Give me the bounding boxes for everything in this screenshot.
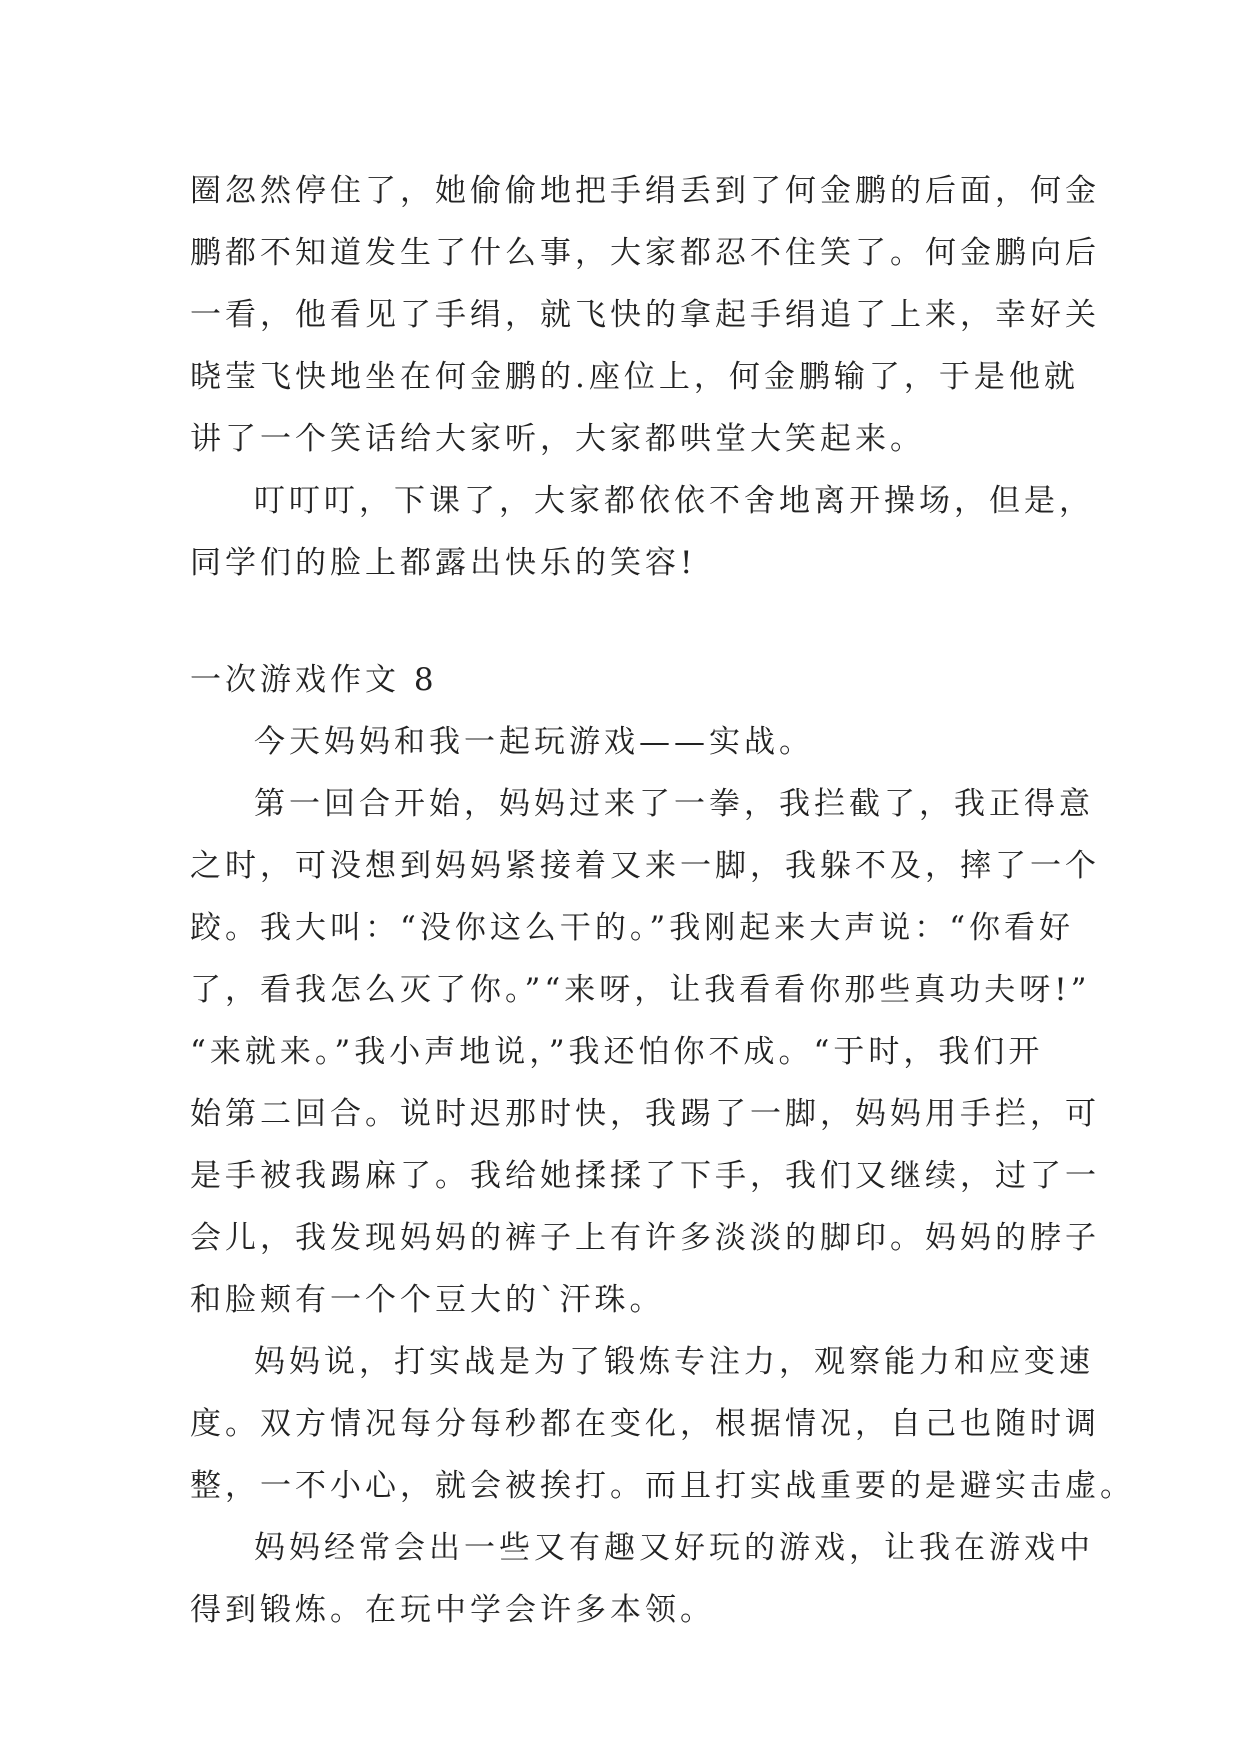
text-line: 整，一不小心，就会被挨打。而且打实战重要的是避实击虚。: [190, 1468, 1135, 1504]
paragraph-class-ends: [190, 470, 1094, 594]
text-line: 之时，可没想到妈妈紧接着又来一脚，我躲不及，摔了一个: [190, 848, 1100, 884]
text-line: 同学们的脸上都露出快乐的笑容!: [190, 545, 697, 581]
essay-heading: 一次游戏作文 8: [190, 662, 438, 698]
paragraph-rounds: [190, 773, 1100, 1331]
text-line: 晓莹飞快地坐在何金鹏的.座位上，何金鹏输了，于是他就: [190, 359, 1079, 395]
text-line: 一看，他看见了手绢，就飞快的拿起手绢追了上来，幸好关: [190, 297, 1100, 333]
text-line: 妈妈说，打实战是为了锻炼专注力，观察能力和应变速: [254, 1344, 1094, 1380]
document-page: [190, 160, 1135, 1641]
text-line: 第一回合开始，妈妈过来了一拳，我拦截了，我正得意: [254, 786, 1094, 822]
text-line: 度。双方情况每分每秒都在变化，根据情况，自己也随时调: [190, 1406, 1100, 1442]
paragraph-intro: [190, 711, 1050, 773]
text-line: 会儿，我发现妈妈的裤子上有许多淡淡的脚印。妈妈的脖子: [190, 1220, 1100, 1256]
paragraph-conclusion: [190, 1517, 1094, 1641]
text-line: 跤。我大叫：“没你这么干的。”我刚起来大声说：“你看好: [190, 910, 1075, 946]
text-line: 始第二回合。说时迟那时快，我踢了一脚，妈妈用手拦，可: [190, 1096, 1100, 1132]
text-line: “来就来。”我小声地说，”我还怕你不成。“于时，我们开: [190, 1034, 1044, 1070]
text-line: 叮叮叮，下课了，大家都依依不舍地离开操场，但是，: [254, 483, 1094, 519]
text-line: 圈忽然停住了，她偷偷地把手绢丢到了何金鹏的后面，何金: [190, 173, 1100, 209]
text-line: 是手被我踢麻了。我给她揉揉了下手，我们又继续，过了一: [190, 1158, 1100, 1194]
paragraph-mom-explains: [190, 1331, 1135, 1517]
text-line: 和脸颊有一个个豆大的`汗珠。: [190, 1282, 665, 1318]
text-line: 妈妈经常会出一些又有趣又好玩的游戏，让我在游戏中: [254, 1530, 1094, 1566]
paragraph-continued-story: [190, 160, 1100, 470]
text-line: 鹏都不知道发生了什么事，大家都忍不住笑了。何金鹏向后: [190, 235, 1100, 271]
text-line: 讲了一个笑话给大家听，大家都哄堂大笑起来。: [190, 421, 925, 457]
text-line: 了，看我怎么灭了你。”“来呀，让我看看你那些真功夫呀!”: [190, 972, 1091, 1008]
section-gap: [190, 594, 1050, 649]
text-line: 今天妈妈和我一起玩游戏——实战。: [254, 724, 814, 760]
text-line: 得到锻炼。在玩中学会许多本领。: [190, 1592, 715, 1628]
